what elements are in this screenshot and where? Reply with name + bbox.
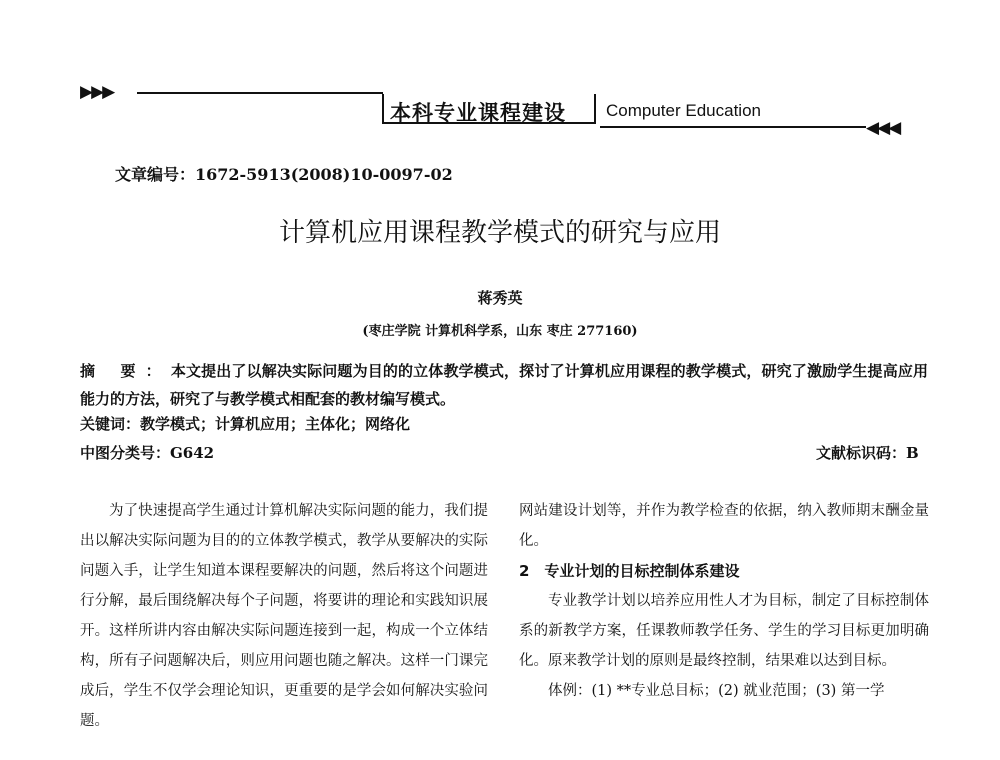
body-paragraph: 网站建设计划等，并作为教学检查的依据，纳入教师期末酬金量化。 xyxy=(519,503,929,549)
abstract-text: 本文提出了以解决实际问题为目的的立体教学模式，探讨了计算机应用课程的教学模式，研究了激励学生提高应用能力的方法，研究了与教学模式相配套的教材编写模式。 xyxy=(80,362,928,408)
author-affiliation: (枣庄学院 计算机科学系，山东 枣庄 277160) xyxy=(362,324,638,339)
left-arrows-icon: ▶▶▶ xyxy=(80,82,114,102)
abstract-label: 摘 要： xyxy=(80,362,171,380)
body-paragraph: 为了快速提高学生通过计算机解决实际问题的能力，我们提出以解决实际问题为目的的立体教学模式，教学从要解决的实际问题入手，让学生知道本课程要解决的问题，然后将这个问题进行分解，最后围绕解决每个子问题，将要讲的理论和实践知识展开。这样所讲内容由解决实际问题连接到一起，构成一个立体结构，所有子问题解决后，则应用问题也随之解决。这样一门课完成后，学生不仅学会理论知识，更重要的是学会如何解决实验问题。 xyxy=(80,503,488,729)
right-arrows-icon: ◀◀◀ xyxy=(866,118,900,138)
classification-number: 中图分类号：G642 xyxy=(80,444,215,462)
column-title-en: Computer Education xyxy=(606,101,761,120)
body-left-column xyxy=(80,496,488,736)
paper-title: 计算机应用课程教学模式的研究与应用 xyxy=(278,218,721,248)
keywords: 关键词：教学模式；计算机应用；主体化；网络化 xyxy=(80,415,411,433)
section-heading: 2 专业计划的目标控制体系建设 xyxy=(519,562,740,580)
header-rule-top xyxy=(137,92,383,94)
column-title-cn: 本科专业课程建设 xyxy=(390,101,566,125)
header-rule-bottom xyxy=(600,126,866,128)
body-right-column xyxy=(519,496,929,706)
article-number: 文章编号：1672-5913(2008)10-0097-02 xyxy=(115,165,453,184)
body-paragraph: 专业教学计划以培养应用性人才为目标，制定了目标控制体系的新教学方案，任课教师教学任务、学生的学习目标更加明确化。原来教学计划的原则是最终控制，结果难以达到目标。 xyxy=(519,593,929,669)
abstract xyxy=(80,357,928,413)
document-code: 文献标识码：B xyxy=(816,444,919,462)
body-paragraph: 体例：(1) **专业总目标；(2) 就业范围；(3) 第一学 xyxy=(548,683,885,699)
author-name: 蒋秀英 xyxy=(477,289,523,307)
